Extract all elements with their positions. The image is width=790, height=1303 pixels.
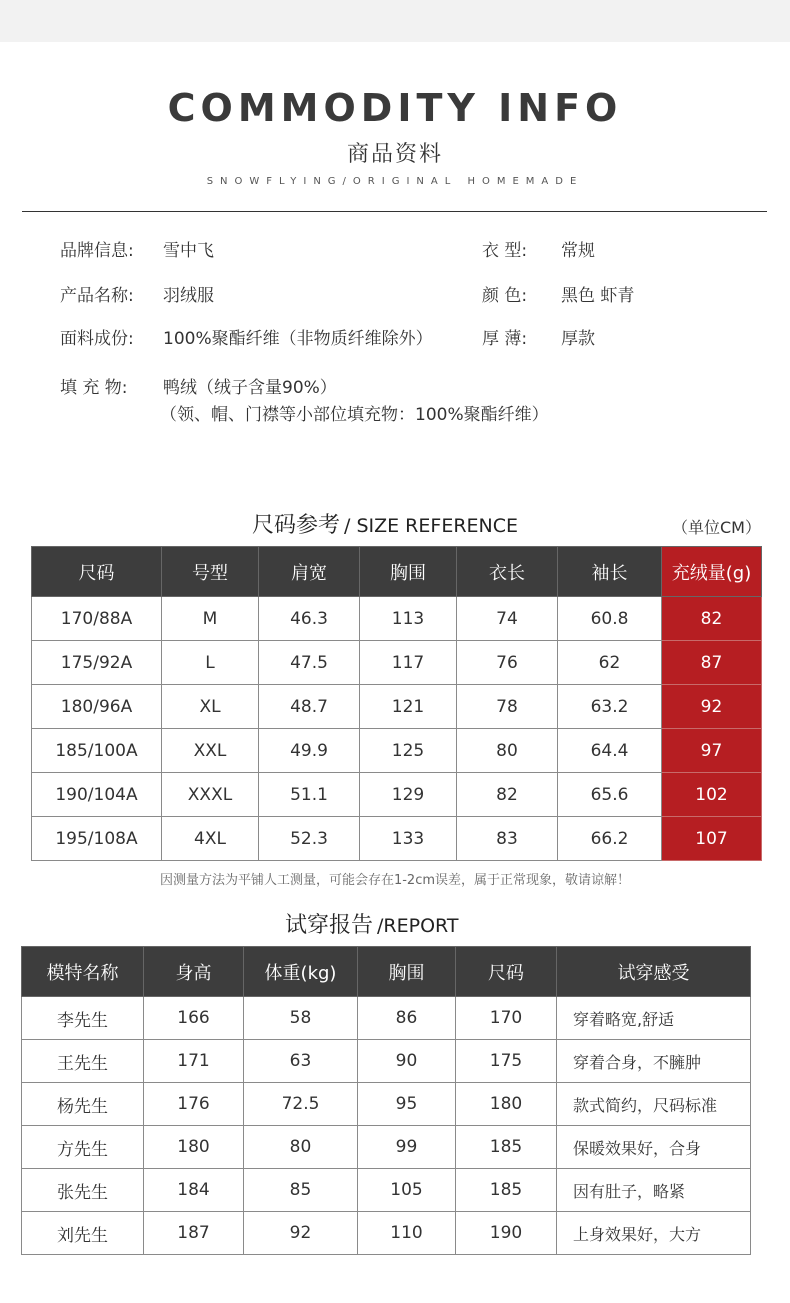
report-feedback-cell: 保暖效果好，合身 <box>557 1126 751 1169</box>
report-cell: 王先生 <box>22 1040 144 1083</box>
report-cell: 184 <box>144 1169 244 1212</box>
fill-weight-cell: 92 <box>662 685 762 729</box>
size-cell: 190/104A <box>32 773 162 817</box>
size-cell: 175/92A <box>32 641 162 685</box>
size-cell: 82 <box>457 773 558 817</box>
size-reference-heading <box>252 508 518 539</box>
report-feedback-cell: 款式简约，尺码标准 <box>557 1083 751 1126</box>
report-cell: 166 <box>144 997 244 1040</box>
table-row <box>32 773 762 817</box>
report-title: 试穿报告 <box>285 913 374 938</box>
table-row <box>22 1212 751 1255</box>
size-header-cell: 袖长 <box>558 547 662 597</box>
size-cell: 46.3 <box>259 597 360 641</box>
report-cell: 190 <box>456 1212 557 1255</box>
size-cell: XXL <box>162 729 259 773</box>
fill-weight-cell: 87 <box>662 641 762 685</box>
brand-value: 雪中飞 <box>163 241 214 261</box>
brand-label: 品牌信息: <box>60 241 134 261</box>
table-row <box>22 1169 751 1212</box>
report-table-header <box>22 947 751 997</box>
size-cell: 113 <box>360 597 457 641</box>
brand-tagline: SNOWFLYING/ORIGINAL HOMEMADE <box>206 176 584 187</box>
size-cell: 49.9 <box>259 729 360 773</box>
report-cell: 187 <box>144 1212 244 1255</box>
size-cell: 65.6 <box>558 773 662 817</box>
table-row <box>32 597 762 641</box>
fit-value: 常规 <box>561 241 595 261</box>
size-cell: 4XL <box>162 817 259 861</box>
report-cell: 刘先生 <box>22 1212 144 1255</box>
report-cell: 张先生 <box>22 1169 144 1212</box>
color-label: 颜 色: <box>482 286 528 306</box>
unit-note: （单位CM） <box>672 518 761 537</box>
report-cell: 110 <box>358 1212 456 1255</box>
fill-weight-header: 充绒量(g) <box>662 547 762 597</box>
report-cell: 175 <box>456 1040 557 1083</box>
report-feedback-cell: 上身效果好，大方 <box>557 1212 751 1255</box>
report-cell: 95 <box>358 1083 456 1126</box>
report-header-cell: 胸围 <box>358 947 456 997</box>
size-cell: 129 <box>360 773 457 817</box>
report-heading <box>285 908 458 939</box>
table-row <box>22 1126 751 1169</box>
size-cell: 66.2 <box>558 817 662 861</box>
size-cell: 48.7 <box>259 685 360 729</box>
report-cell: 176 <box>144 1083 244 1126</box>
size-cell: 47.5 <box>259 641 360 685</box>
report-header-cell: 尺码 <box>456 947 557 997</box>
report-cell: 85 <box>244 1169 358 1212</box>
fill-weight-cell: 102 <box>662 773 762 817</box>
size-header-cell: 号型 <box>162 547 259 597</box>
report-table <box>21 946 751 1255</box>
size-cell: 195/108A <box>32 817 162 861</box>
fabric-label: 面料成份: <box>60 329 134 349</box>
report-cell: 86 <box>358 997 456 1040</box>
size-header-cell: 衣长 <box>457 547 558 597</box>
fill-weight-cell: 82 <box>662 597 762 641</box>
report-cell: 105 <box>358 1169 456 1212</box>
filling-value: 鸭绒（绒子含量90%） <box>163 378 337 398</box>
report-header-cell: 体重(kg) <box>244 947 358 997</box>
size-cell: XL <box>162 685 259 729</box>
size-header-cell: 肩宽 <box>259 547 360 597</box>
size-cell: 180/96A <box>32 685 162 729</box>
size-cell: 125 <box>360 729 457 773</box>
report-feedback-cell: 穿着略宽,舒适 <box>557 997 751 1040</box>
report-cell: 72.5 <box>244 1083 358 1126</box>
report-cell: 92 <box>244 1212 358 1255</box>
fabric-value: 100%聚酯纤维（非物质纤维除外） <box>163 329 433 349</box>
size-cell: 52.3 <box>259 817 360 861</box>
size-cell: 76 <box>457 641 558 685</box>
size-cell: 62 <box>558 641 662 685</box>
size-reference-title: 尺码参考 <box>252 513 341 538</box>
size-cell: 185/100A <box>32 729 162 773</box>
report-cell: 185 <box>456 1126 557 1169</box>
report-cell: 方先生 <box>22 1126 144 1169</box>
size-table <box>31 546 762 861</box>
report-feedback-cell: 因有肚子，略紧 <box>557 1169 751 1212</box>
color-value: 黑色 虾青 <box>561 286 635 306</box>
report-cell: 180 <box>456 1083 557 1126</box>
table-row <box>32 817 762 861</box>
report-cell: 185 <box>456 1169 557 1212</box>
report-header-cell: 模特名称 <box>22 947 144 997</box>
size-cell: XXXL <box>162 773 259 817</box>
size-cell: 117 <box>360 641 457 685</box>
product-name-value: 羽绒服 <box>163 286 214 306</box>
size-reference-subtitle: / SIZE REFERENCE <box>344 515 519 537</box>
size-cell: L <box>162 641 259 685</box>
top-band <box>0 0 790 42</box>
size-cell: 60.8 <box>558 597 662 641</box>
report-feedback-cell: 穿着合身，不臃肿 <box>557 1040 751 1083</box>
thickness-value: 厚款 <box>561 329 595 349</box>
filling-label: 填 充 物: <box>60 378 128 398</box>
size-cell: 78 <box>457 685 558 729</box>
report-cell: 58 <box>244 997 358 1040</box>
size-table-header <box>32 547 762 597</box>
report-cell: 90 <box>358 1040 456 1083</box>
size-cell: 133 <box>360 817 457 861</box>
size-cell: 170/88A <box>32 597 162 641</box>
report-cell: 杨先生 <box>22 1083 144 1126</box>
report-cell: 63 <box>244 1040 358 1083</box>
product-name-label: 产品名称: <box>60 286 134 306</box>
report-subtitle: /REPORT <box>377 915 459 937</box>
size-cell: 51.1 <box>259 773 360 817</box>
fit-label: 衣 型: <box>482 241 528 261</box>
report-cell: 李先生 <box>22 997 144 1040</box>
measurement-note: 因测量方法为平铺人工测量，可能会存在1-2cm误差，属于正常现象，敬请谅解！ <box>159 873 631 888</box>
report-cell: 170 <box>456 997 557 1040</box>
fill-weight-cell: 97 <box>662 729 762 773</box>
table-row <box>32 729 762 773</box>
size-cell: M <box>162 597 259 641</box>
size-cell: 64.4 <box>558 729 662 773</box>
fill-weight-cell: 107 <box>662 817 762 861</box>
filling-value-detail: （领、帽、门襟等小部位填充物：100%聚酯纤维） <box>160 405 549 425</box>
size-header-cell: 尺码 <box>32 547 162 597</box>
size-cell: 121 <box>360 685 457 729</box>
thickness-label: 厚 薄: <box>482 329 528 349</box>
size-cell: 80 <box>457 729 558 773</box>
report-header-cell: 试穿感受 <box>557 947 751 997</box>
size-cell: 74 <box>457 597 558 641</box>
page-subtitle: 商品资料 <box>346 142 443 167</box>
header-divider <box>22 211 767 212</box>
table-row <box>22 1040 751 1083</box>
report-cell: 180 <box>144 1126 244 1169</box>
table-row <box>32 685 762 729</box>
report-cell: 80 <box>244 1126 358 1169</box>
page-title: COMMODITY INFO <box>167 86 623 130</box>
size-cell: 63.2 <box>558 685 662 729</box>
table-row <box>22 1083 751 1126</box>
size-cell: 83 <box>457 817 558 861</box>
report-header-cell: 身高 <box>144 947 244 997</box>
size-header-cell: 胸围 <box>360 547 457 597</box>
table-row <box>32 641 762 685</box>
table-row <box>22 997 751 1040</box>
report-cell: 171 <box>144 1040 244 1083</box>
report-cell: 99 <box>358 1126 456 1169</box>
